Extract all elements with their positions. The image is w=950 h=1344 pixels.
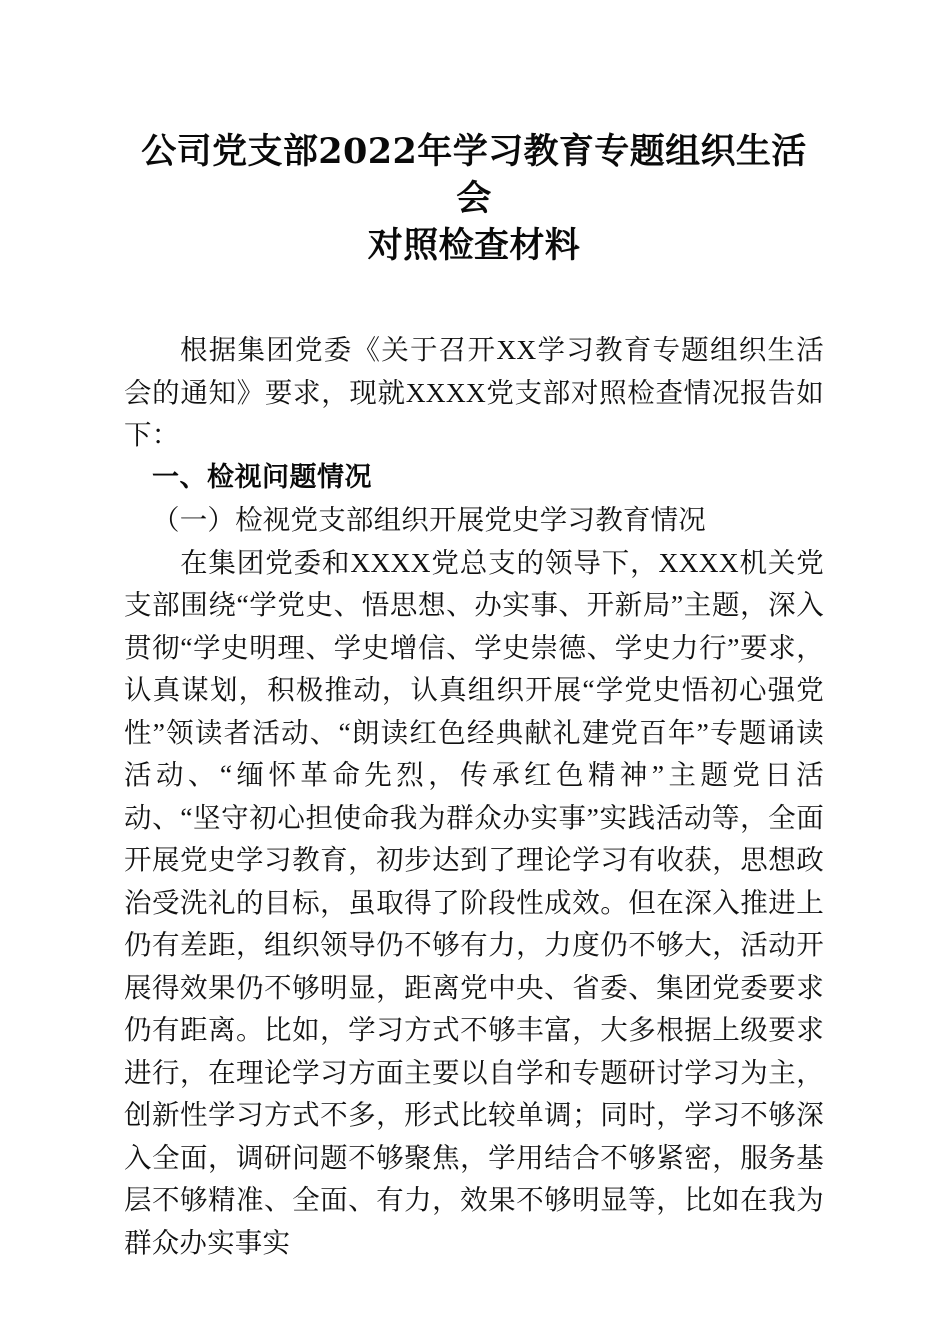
- subsection-heading-1-1: （一）检视党支部组织开展党史学习教育情况: [152, 504, 706, 535]
- intro-paragraph: 根据集团党委《关于召开XX学习教育专题组织生活会的通知》要求，现就XXXX党支部对照检查情况报告如下：: [124, 334, 824, 450]
- page-title: [124, 0, 824, 269]
- page-title-line-2: 对照检查材料: [367, 225, 581, 266]
- page-content: [124, 0, 824, 1264]
- section-heading-1: 一、检视问题情况: [152, 461, 372, 493]
- title-body-spacer: [124, 269, 824, 329]
- body-paragraph-1: 在集团党委和XXXX党总支的领导下，XXXX机关党支部围绕“学党史、悟思想、办实事、开新局”主题，深入贯彻“学史明理、学史增信、学史崇德、学史力行”要求，认真谋划，积极推动，认真组织开展“学党史悟初心强党性”领读者活动、“朗读红色经典献礼建党百年”专题诵读活动、“缅怀革命先烈，传承红色精神”主题党日活动、“坚守初心担使命我为群众办实事”实践活动等，全面开展党史学习教育，初步达到了理论学习有收获，思想政治受洗礼的目标，虽取得了阶段性成效。但在深入推进上仍有差距，组织领导仍不够有力，力度仍不够大，活动开展得效果仍不够明显，距离党中央、省委、集团党委要求仍有距离。比如，学习方式不够丰富，大多根据上级要求进行，在理论学习方面主要以自学和专题研讨学习为主，创新性学习方式不多，形式比较单调；同时，学习不够深入全面，调研问题不够聚焦，学用结合不够紧密，服务基层不够精准、全面、有力，效果不够明显等，比如在我为群众办实事实: [124, 546, 824, 1258]
- page-title-line-1: 公司党支部2022年学习教育专题组织生活会: [141, 131, 807, 219]
